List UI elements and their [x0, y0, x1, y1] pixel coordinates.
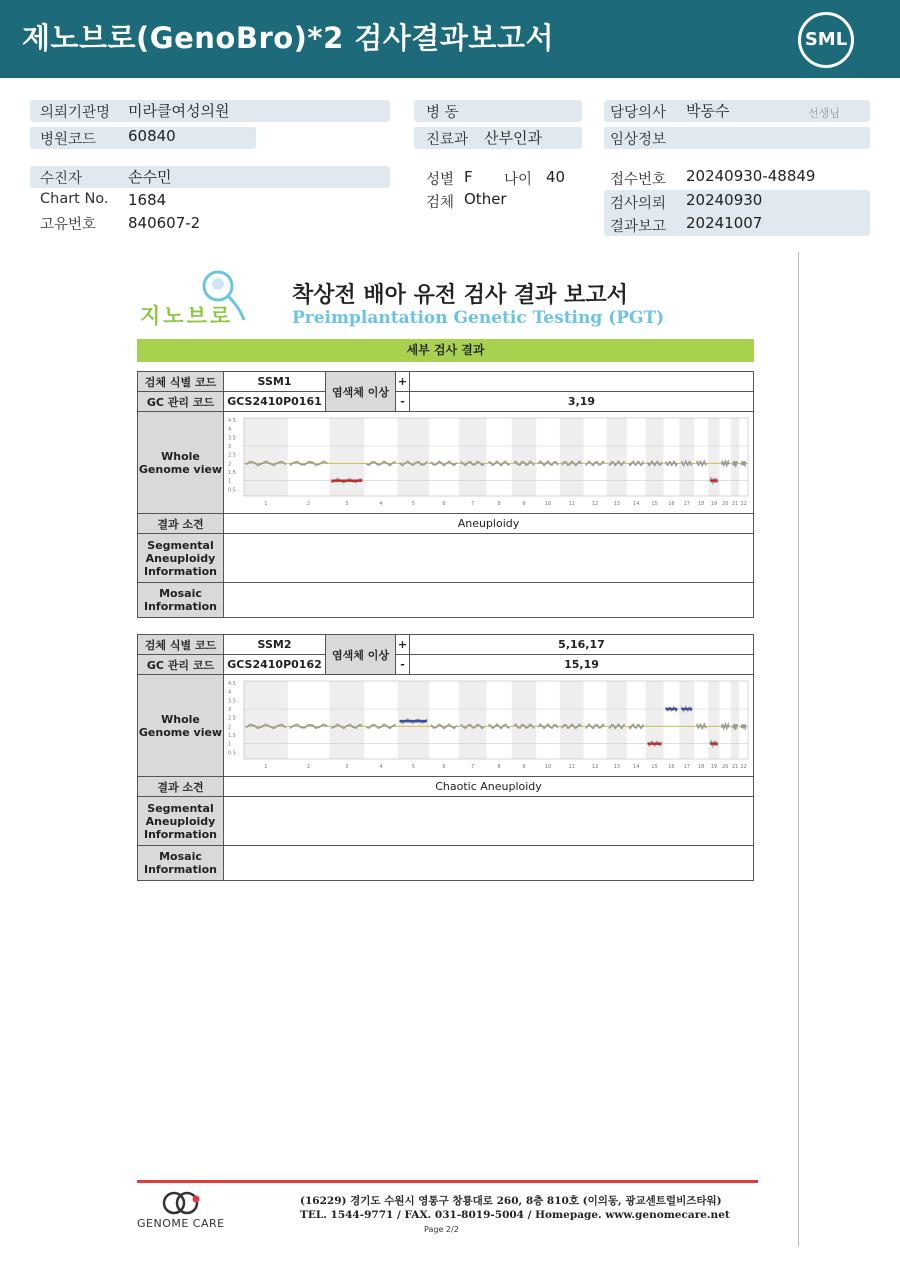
- genome-care-logo-icon: [160, 1190, 202, 1216]
- x-tick-label: 20: [722, 501, 729, 507]
- gain-sign: +: [396, 635, 410, 655]
- chromosome-band: [646, 418, 664, 496]
- copy-number-trace: [366, 461, 395, 465]
- pgt-title: 착상전 배아 유전 검사 결과 보고서: [292, 283, 628, 308]
- report-value: 20241007: [686, 214, 763, 232]
- result-value: Aneuploidy: [224, 514, 754, 534]
- chromosome-band: [679, 681, 694, 759]
- gc-code-label: GC 관리 코드: [138, 655, 224, 675]
- age-value: 40: [546, 168, 566, 186]
- chromosome-abnormality-label: 염색체 이상: [326, 372, 396, 412]
- chart-label: Chart No.: [40, 191, 109, 207]
- header-bar: [0, 0, 900, 78]
- y-tick-label: 4: [228, 426, 232, 433]
- copy-number-trace: [488, 724, 509, 728]
- genobro-kr-logo: 지노브로: [140, 304, 234, 328]
- x-tick-label: 2: [306, 764, 311, 770]
- address-line: (16229) 경기도 수원시 영통구 창룡대로 260, 8층 810호 (이의동, 광교센트럴비즈타워): [300, 1195, 722, 1207]
- mosaic-label: Mosaic Information: [138, 583, 224, 618]
- loss-value: 15,19: [410, 655, 754, 675]
- whole-genome-label: Whole Genome view: [138, 675, 224, 777]
- x-tick-label: 12: [591, 501, 599, 507]
- copy-number-trace: [741, 461, 746, 465]
- dept-label: 진료과: [426, 132, 469, 148]
- mosaic-value: [224, 583, 754, 618]
- chromosome-band: [679, 418, 694, 496]
- x-tick-label: 5: [411, 501, 415, 507]
- institution-label: 의뢰기관명: [40, 105, 111, 121]
- request-label: 검사의뢰: [610, 196, 667, 212]
- chromosome-band: [560, 681, 584, 759]
- loss-sign: -: [396, 392, 410, 412]
- result-label: 결과 소견: [138, 514, 224, 534]
- ward-label: 병 동: [426, 105, 459, 121]
- report-label: 결과보고: [610, 219, 667, 235]
- y-tick-label: 4.5: [228, 681, 236, 687]
- y-tick-label: 2.5: [228, 452, 236, 459]
- footer-address: [300, 1194, 730, 1222]
- x-tick-label: 8: [497, 501, 501, 507]
- x-tick-label: 18: [698, 501, 705, 507]
- x-tick-label: 3: [345, 501, 349, 507]
- chromosome-band: [708, 418, 719, 496]
- id-label: 고유번호: [40, 217, 97, 233]
- copy-number-trace: [586, 724, 605, 728]
- receipt-value: 20240930-48849: [686, 167, 816, 185]
- x-tick-label: 15: [651, 764, 658, 770]
- copy-number-trace: [733, 724, 737, 728]
- dept-value: 산부인과: [484, 129, 542, 147]
- result-label: 결과 소견: [138, 777, 224, 797]
- receipt-label: 접수번호: [610, 172, 667, 188]
- copy-number-trace: [733, 461, 737, 465]
- sml-logo: SML: [798, 12, 854, 68]
- contact-line: TEL. 1544-9771 / FAX. 031-8019-5004 / Homepage. www.genomecare.net: [300, 1209, 730, 1221]
- x-tick-label: 1: [264, 764, 268, 770]
- x-tick-label: 20: [722, 764, 729, 770]
- y-tick-label: 4.5: [228, 418, 236, 424]
- x-tick-label: 1: [264, 501, 268, 507]
- whole-genome-plot-cell: [224, 675, 754, 777]
- x-tick-label: 2: [306, 501, 311, 507]
- chromosome-band: [512, 681, 537, 759]
- loss-value: 3,19: [410, 392, 754, 412]
- gain-value: [410, 372, 754, 392]
- doctor-value: 박동수: [686, 102, 730, 120]
- chromosome-band: [560, 418, 584, 496]
- footer-divider: [137, 1180, 758, 1183]
- specimen-code-value: SSM1: [224, 372, 326, 392]
- whole-genome-plot-cell: [224, 412, 754, 514]
- chromosome-band: [607, 681, 627, 759]
- doctor-suffix: 선생님: [808, 107, 840, 120]
- sample-table-1: [137, 371, 754, 618]
- x-tick-label: 7: [471, 764, 475, 770]
- chromosome-band: [607, 418, 627, 496]
- x-tick-label: 4: [379, 501, 383, 507]
- copy-number-trace: [722, 724, 729, 728]
- gc-code-label: GC 관리 코드: [138, 392, 224, 412]
- whole-genome-plot: [224, 412, 753, 510]
- age-label: 나이: [504, 172, 533, 188]
- sample-table-2: [137, 634, 754, 881]
- section-header: 세부 검사 결과: [137, 339, 754, 362]
- y-tick-label: 1: [228, 741, 232, 748]
- whole-genome-plot: [224, 675, 753, 773]
- specimen-code-label: 검체 식별 코드: [138, 635, 224, 655]
- x-tick-label: 19: [710, 764, 718, 770]
- x-tick-label: 9: [522, 501, 526, 507]
- segmental-label: Segmental Aneuploidy Information: [138, 797, 224, 846]
- institution-value: 미라클여성의원: [128, 102, 230, 120]
- chromosome-band: [459, 418, 487, 496]
- mosaic-value: [224, 846, 754, 881]
- x-tick-label: 21: [731, 501, 739, 507]
- chromosome-band: [329, 681, 364, 759]
- x-tick-label: 17: [683, 501, 690, 507]
- segmental-value: [224, 797, 754, 846]
- result-value: Chaotic Aneuploidy: [224, 777, 754, 797]
- y-tick-label: 3: [228, 707, 232, 713]
- x-tick-label: 5: [411, 764, 415, 770]
- y-tick-label: 1.5: [228, 733, 236, 739]
- chromosome-abnormality-label: 염색체 이상: [326, 635, 396, 675]
- x-tick-label: 14: [633, 764, 640, 770]
- x-tick-label: 15: [651, 501, 658, 507]
- copy-number-trace: [696, 724, 706, 728]
- x-tick-label: 6: [442, 764, 446, 770]
- x-tick-label: 12: [591, 764, 599, 770]
- copy-number-trace: [696, 461, 706, 465]
- copy-number-trace: [488, 461, 509, 465]
- copy-number-trace: [722, 461, 729, 465]
- chromosome-band: [731, 418, 739, 496]
- copy-number-trace: [741, 724, 746, 728]
- y-tick-label: 3.5: [228, 435, 236, 442]
- chromosome-band: [459, 681, 487, 759]
- report-title: 제노브로(GenoBro)*2 검사결과보고서: [22, 21, 554, 55]
- specimen-label: 검체: [426, 195, 455, 211]
- mosaic-label: Mosaic Information: [138, 846, 224, 881]
- x-tick-label: 6: [442, 501, 446, 507]
- y-tick-label: 2.5: [228, 715, 236, 722]
- x-tick-label: 13: [613, 764, 620, 770]
- x-tick-label: 14: [633, 501, 640, 507]
- specimen-code-value: SSM2: [224, 635, 326, 655]
- chromosome-band: [398, 418, 430, 496]
- gc-code-value: GCS2410P0162: [224, 655, 326, 675]
- x-tick-label: 7: [471, 501, 475, 507]
- x-tick-label: 18: [698, 764, 705, 770]
- x-tick-label: 17: [683, 764, 690, 770]
- chromosome-band: [244, 418, 288, 496]
- gc-code-value: GCS2410P0161: [224, 392, 326, 412]
- id-value: 840607-2: [128, 214, 201, 232]
- hospital-code-label: 병원코드: [40, 132, 97, 148]
- y-tick-label: 1.5: [228, 470, 236, 476]
- x-tick-label: 11: [568, 501, 575, 507]
- loss-sign: -: [396, 655, 410, 675]
- plot-frame: [244, 418, 748, 496]
- x-tick-label: 9: [522, 764, 526, 770]
- specimen-code-label: 검체 식별 코드: [138, 372, 224, 392]
- chromosome-band: [512, 418, 537, 496]
- sex-label: 성별: [426, 172, 455, 188]
- examinee-pill: [30, 166, 390, 188]
- right-divider: [798, 252, 799, 1247]
- x-tick-label: 21: [731, 764, 739, 770]
- page-number: Page 2/2: [424, 1225, 459, 1234]
- chromosome-band: [329, 418, 364, 496]
- x-tick-label: 3: [345, 764, 349, 770]
- chromosome-band: [731, 681, 739, 759]
- y-tick-label: 0.5: [228, 487, 236, 494]
- x-tick-label: 22: [740, 764, 747, 770]
- x-tick-label: 16: [668, 764, 675, 770]
- genome-care-logo-text: GENOME CARE: [137, 1217, 225, 1230]
- y-tick-label: 2: [228, 461, 232, 468]
- x-tick-label: 16: [668, 501, 675, 507]
- gain-sign: +: [396, 372, 410, 392]
- chart-value: 1684: [128, 191, 167, 209]
- x-tick-label: 19: [710, 501, 718, 507]
- y-tick-label: 0.5: [228, 750, 236, 757]
- y-tick-label: 3: [228, 444, 232, 450]
- x-tick-label: 8: [497, 764, 501, 770]
- x-tick-label: 10: [544, 764, 552, 770]
- x-tick-label: 11: [568, 764, 575, 770]
- x-tick-label: 22: [740, 501, 747, 507]
- plot-frame: [244, 681, 748, 759]
- segmental-value: [224, 534, 754, 583]
- chromosome-band: [244, 681, 288, 759]
- specimen-value: Other: [464, 190, 507, 208]
- chromosome-band: [708, 681, 719, 759]
- y-tick-label: 4: [228, 689, 232, 696]
- y-tick-label: 3.5: [228, 698, 236, 705]
- sex-value: F: [464, 168, 473, 186]
- chromosome-band: [646, 681, 664, 759]
- y-tick-label: 1: [228, 478, 232, 485]
- hospital-code-value: 60840: [128, 127, 176, 145]
- examinee-value: 손수민: [128, 168, 172, 186]
- x-tick-label: 13: [613, 501, 620, 507]
- segmental-label: Segmental Aneuploidy Information: [138, 534, 224, 583]
- gain-value: 5,16,17: [410, 635, 754, 655]
- clinical-label: 임상정보: [610, 132, 667, 148]
- whole-genome-label: Whole Genome view: [138, 412, 224, 514]
- pgt-subtitle: Preimplantation Genetic Testing (PGT): [292, 308, 665, 328]
- x-tick-label: 4: [379, 764, 383, 770]
- examinee-label: 수진자: [40, 171, 83, 187]
- doctor-label: 담당의사: [610, 105, 667, 121]
- copy-number-trace: [366, 724, 395, 728]
- y-tick-label: 2: [228, 724, 232, 731]
- x-tick-label: 10: [544, 501, 552, 507]
- request-value: 20240930: [686, 191, 763, 209]
- copy-number-trace: [586, 461, 605, 465]
